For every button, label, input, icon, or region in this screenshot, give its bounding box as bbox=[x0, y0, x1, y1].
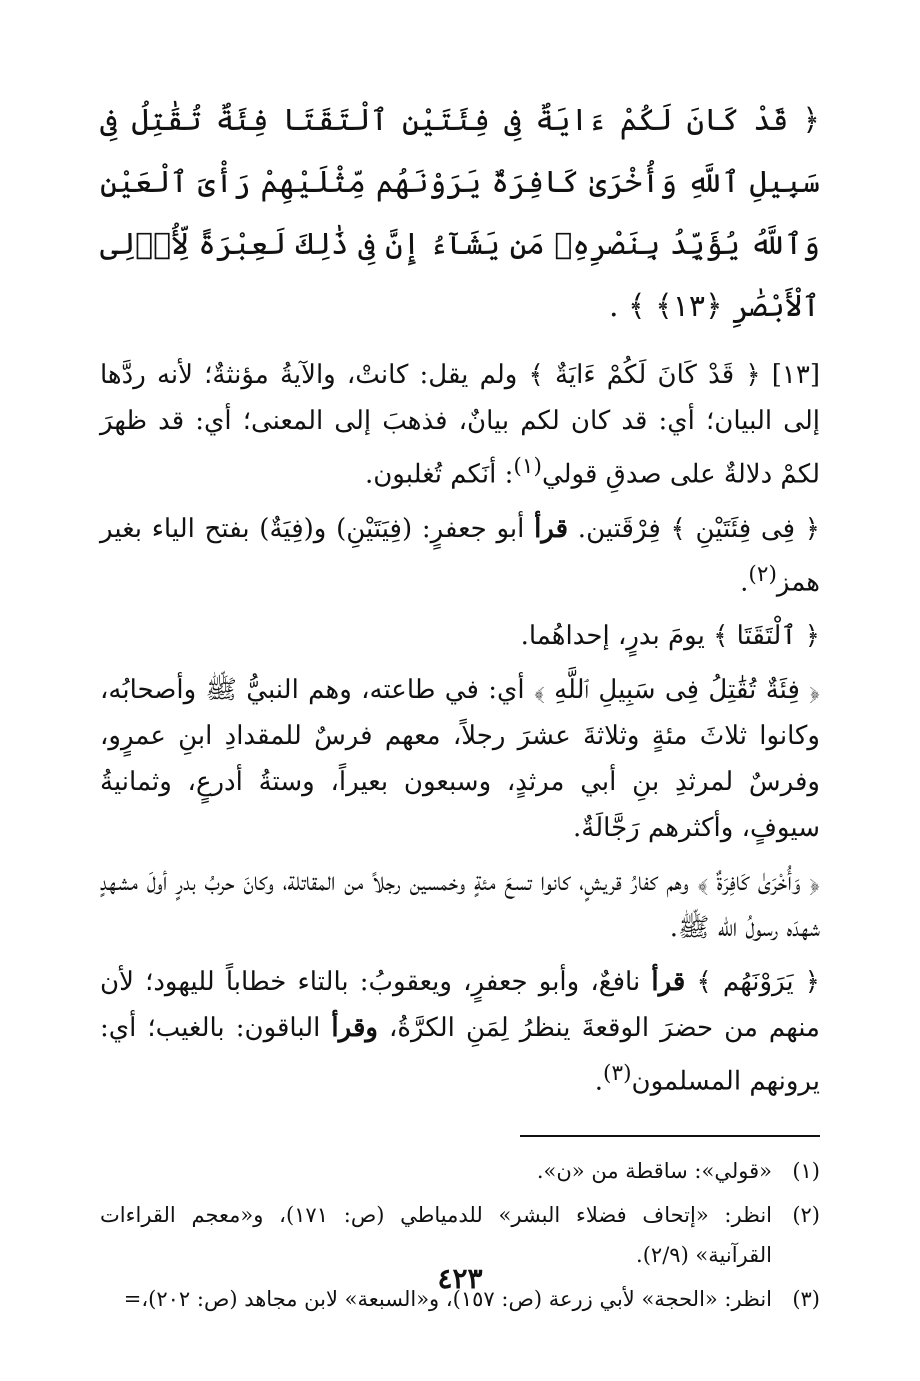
footnote-number: (١) bbox=[792, 1158, 820, 1183]
commentary bbox=[100, 352, 820, 1105]
paragraph-text: ﴿ ٱلْتَقَتَا ﴾ يومَ بدرٍ، إحداهُما. bbox=[520, 621, 820, 652]
footnote-separator bbox=[520, 1135, 820, 1137]
paragraph-text: ﴿ وَأُخْرَىٰ كَافِرَةٌ ﴾ وهم كفارُ قريشٍ، كانوا تسعَ مئةٍ وخمسين رجلاً من المقاتلة، وكانَ حربُ بدرٍ أولَ مشهدٍ شهدَه رسولُ الله ﷺ. bbox=[100, 867, 820, 944]
footnote-number: (٢) bbox=[792, 1202, 820, 1227]
bold-keyword: قرأ bbox=[534, 513, 569, 544]
paragraph-text: أبو جعفرٍ: (فِيَتَيْنِ) و(فِيَةٌ) بفتح الياء بغير همز bbox=[100, 513, 820, 598]
footnote-number: (٣) bbox=[792, 1286, 820, 1311]
footnote-text: «قولي»: ساقطة من «ن». bbox=[536, 1158, 772, 1183]
paragraph-6 bbox=[100, 959, 820, 1105]
paragraph-5 bbox=[100, 859, 820, 951]
footnote-item bbox=[100, 1151, 820, 1191]
verse-quote: [١٣] ﴿ قَدْ كَانَ لَكُمْ ءَايَةٌ ﴾ bbox=[528, 360, 820, 390]
footnote-ref[interactable]: (١) bbox=[513, 454, 542, 479]
page-body bbox=[100, 90, 820, 1381]
paragraph-text: . bbox=[740, 567, 749, 598]
paragraph-text: ﴿ فِئَةٌ تُقَٰتِلُ فِى سَبِيلِ ٱللَّهِ ﴾ أي: في طاعته، وهم النبيُّ ﷺ وأصحابُه، وكانوا ثلاثَ مئةٍ وثلاثةَ عشرَ رجلاً، معهم فرسٌ للمقدادِ ابنِ عمرٍو، وفرسٌ لمرثدِ بنِ أبي مرثدٍ، وسبعون بعيراً، وستةُ أدرعٍ، وثمانيةُ سيوفٍ، وأكثرهم رَجَّالَةٌ. bbox=[100, 675, 820, 844]
paragraph-3 bbox=[100, 613, 820, 659]
footnote-ref[interactable]: (٣) bbox=[602, 1061, 632, 1087]
paragraph-text: . bbox=[594, 1066, 603, 1097]
paragraph-1 bbox=[100, 352, 820, 498]
paragraph-4 bbox=[100, 667, 820, 851]
footnote-text: انظر: «إتحاف فضلاء البشر» للدمياطي (ص: ١٧١)، و«معجم القراءات القرآنية» (٢/٩). bbox=[100, 1202, 772, 1267]
verse-quote: ﴿ يَرَوْنَهُم ﴾ bbox=[685, 967, 820, 998]
paragraph-text: ولم يقل: كانتْ، والآيةُ مؤنثةٌ؛ لأنه ردَّها إلى البيان؛ أي: قد كان لكم بيانٌ، فذهبَ إلى المعنى؛ أي: قد ظهرَ لكمْ دلالةٌ على صدقِ قولي bbox=[100, 360, 820, 490]
verse-quote: ﴿ فِى فِئَتَيْنِ ﴾ فِرْقَتين. bbox=[568, 513, 820, 544]
quran-verse: ﴿ قَدْ كَانَ لَكُمْ ءَايَةٌ فِى فِئَتَيْنِ ٱلْتَقَتَا فِئَةٌ تُقَٰتِلُ فِى سَبِيلِ ٱللَّهِ وَأُخْرَىٰ كَافِرَةٌ يَرَوْنَهُم مِّثْلَيْهِمْ رَأْىَ ٱلْعَيْنِ وَٱللَّهُ يُؤَيِّدُ بِنَصْرِهِۦ مَن يَشَآءُ إِنَّ فِى ذَٰلِكَ لَعِبْرَةً لِّأُو۟لِى ٱلْأَبْصَٰرِ ﴿١٣﴾ ﴾ . bbox=[100, 103, 820, 324]
page-number: ٤٢٣ bbox=[437, 1262, 483, 1295]
paragraph-text: : أنَكم تُغلبون. bbox=[364, 459, 514, 490]
bold-keyword: قرأ bbox=[651, 967, 686, 998]
footnote-ref[interactable]: (٢) bbox=[748, 561, 777, 587]
bold-keyword: وقرأ bbox=[331, 1013, 378, 1044]
footnote-separator-wrap bbox=[100, 1113, 820, 1151]
paragraph-2 bbox=[100, 506, 820, 606]
footnote-text: انظر: «الحجة» لأبي زرعة (ص: ١٥٧)، و«السبعة» لابن مجاهد (ص: ٢٠٢)،= bbox=[123, 1286, 772, 1311]
paragraph-text: نافعٌ، وأبو جعفرٍ، ويعقوبُ: بالتاء خطاباً لليهود؛ لأن منهم من حضرَ الوقعةَ ينظرُ لِمَنِ الكرَّةُ، bbox=[100, 967, 820, 1044]
paragraph-text: الباقون: بالغيب؛ أي: يرونهم المسلمون bbox=[100, 1013, 820, 1097]
